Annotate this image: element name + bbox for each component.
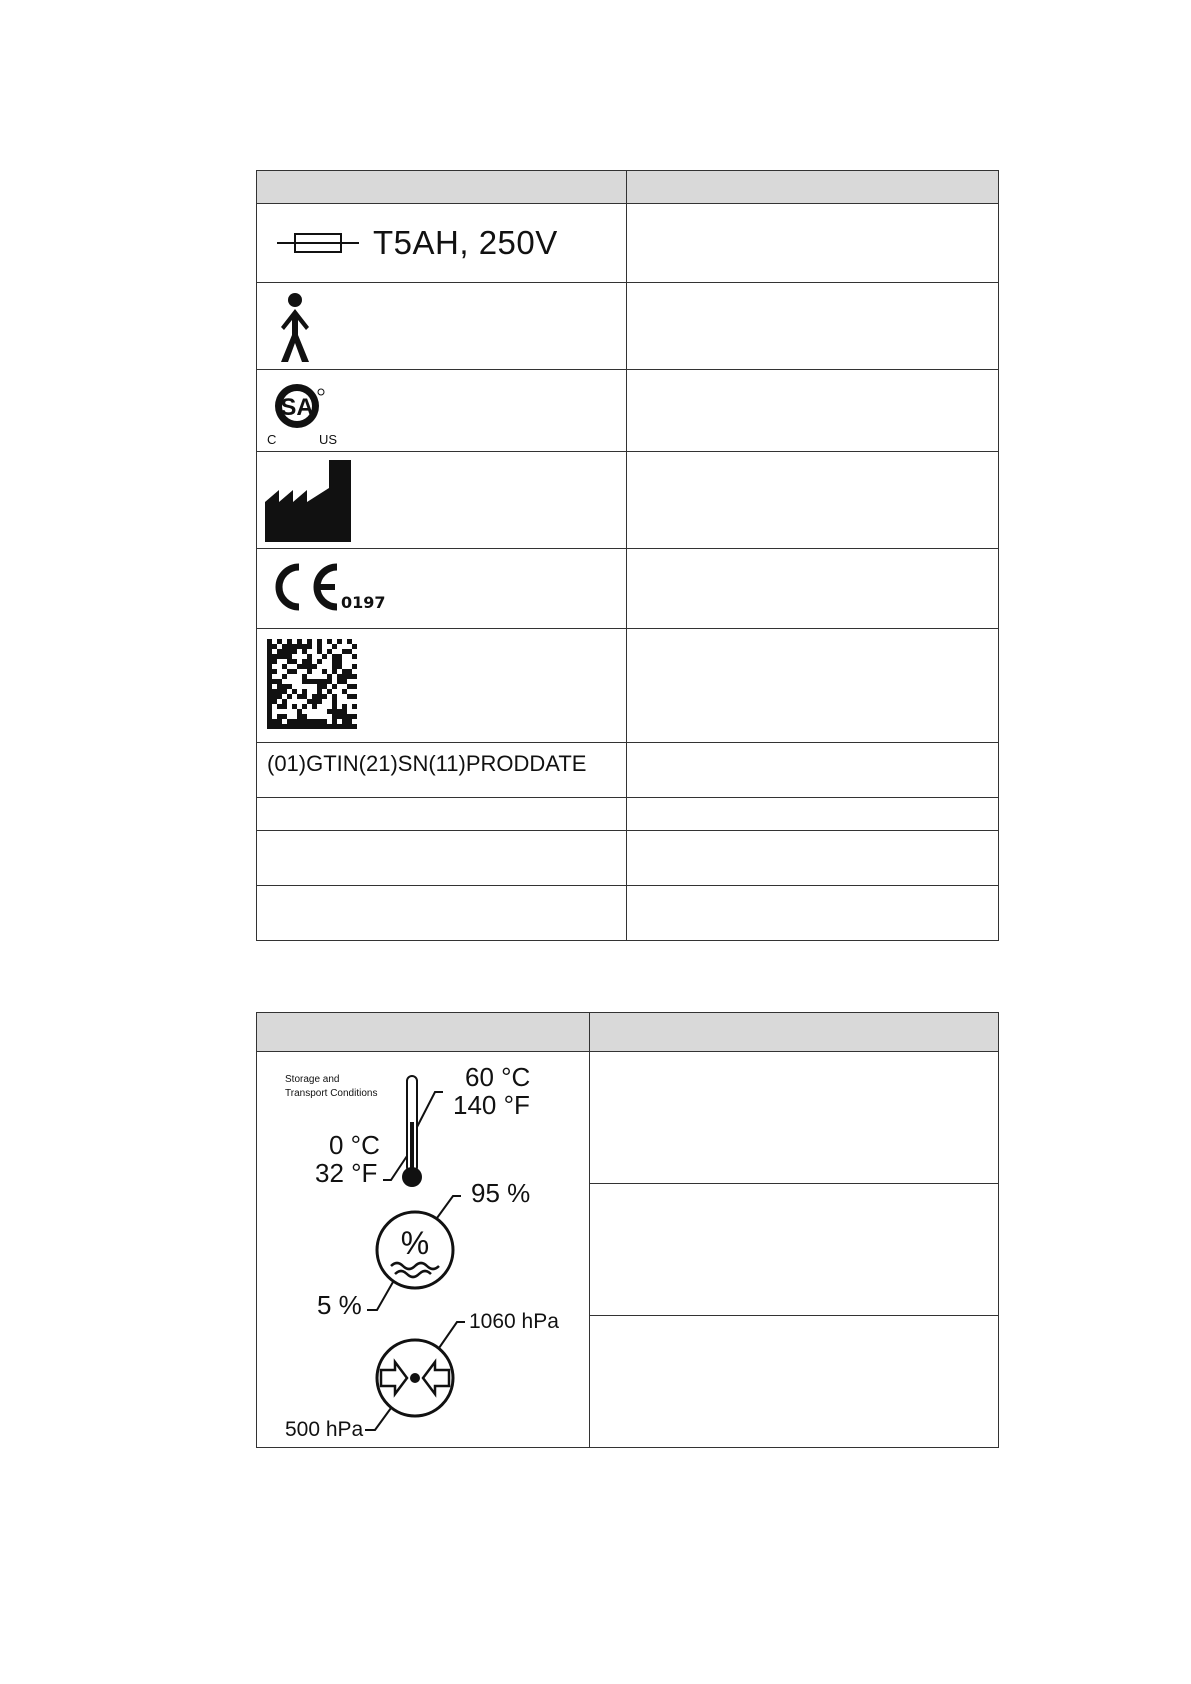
manufacturer-icon [265,460,353,542]
description-cell [627,370,999,452]
description-cell [627,549,999,629]
thermometer-icon [383,1076,443,1187]
pressure-low: 500 hPa [285,1418,364,1441]
svg-text:SA: SA [280,394,314,421]
table-row [257,204,999,283]
table-row [257,283,999,370]
temp-low-c: 0 °C [329,1130,380,1160]
svg-text:%: % [400,1225,430,1261]
fuse-icon [277,228,359,258]
table-row [257,886,999,941]
pressure-icon [365,1322,465,1430]
header-cell-description [627,171,999,204]
description-cell [627,204,999,283]
header-cell-symbol [257,171,627,204]
humidity-low: 5 % [317,1290,362,1320]
header-cell-symbol [257,1013,590,1052]
fuse-cell [257,204,627,283]
description-cell [627,798,999,831]
csa-mark-icon [267,378,357,450]
pressure-high: 1060 hPa [469,1310,559,1333]
applied-part-cell [257,283,627,370]
table-row [257,370,999,452]
storage-caption-line1: Storage and [285,1074,340,1085]
table-header-row [257,1013,999,1052]
empty-cell [257,886,627,941]
table-row [257,452,999,549]
storage-conditions-cell [257,1052,590,1448]
manufacturer-cell [257,452,627,549]
datamatrix-cell [257,629,627,743]
storage-caption-line2: Transport Conditions [285,1088,378,1099]
description-cell [627,831,999,886]
temp-high-f: 140 °F [453,1090,530,1120]
table-header-row [257,171,999,204]
humidity-icon [367,1196,461,1310]
type-b-applied-part-icon [265,291,325,369]
ce-mark-icon [257,549,626,628]
table-row [257,549,999,629]
storage-conditions-table [256,1012,999,1448]
table-row [257,831,999,886]
ce-cell [257,549,627,629]
description-cell [627,629,999,743]
table-row [257,743,999,798]
udi-cell [257,743,627,798]
symbols-table [256,170,999,941]
description-cell [590,1052,999,1184]
temp-high-c: 60 °C [465,1062,531,1092]
storage-conditions-icon [257,1052,587,1442]
description-cell [590,1316,999,1448]
header-cell-description [590,1013,999,1052]
empty-cell [257,831,627,886]
description-cell [590,1184,999,1316]
description-cell [627,283,999,370]
table-row [257,798,999,831]
description-cell [627,886,999,941]
csa-cell [257,370,627,452]
udi-format-label: (01)GTIN(21)SN(11)PRODDATE [267,751,587,776]
datamatrix-icon [267,639,357,729]
fuse-rating-label: T5AH, 250V [373,224,558,261]
notified-body-number: 0197 [341,593,386,612]
humidity-high: 95 % [471,1178,531,1208]
csa-c-label: C [267,432,277,447]
empty-cell [257,798,627,831]
csa-us-label: US [319,432,338,447]
temp-low-f: 32 °F [315,1158,378,1188]
table-row [257,629,999,743]
table-row [257,1052,999,1184]
description-cell [627,452,999,549]
description-cell [627,743,999,798]
